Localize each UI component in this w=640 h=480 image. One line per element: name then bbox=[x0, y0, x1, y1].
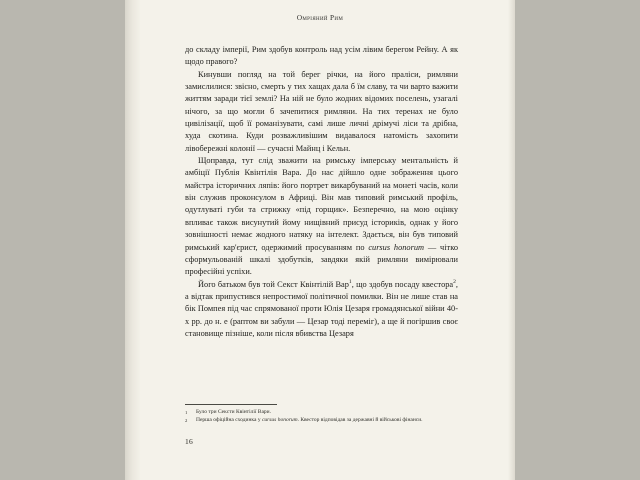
footnote-text: Перша офіційна сходинка у cursus honorum. Квестор відповідав за державні й військові фінанси. bbox=[196, 417, 423, 424]
page-gutter-shadow bbox=[125, 0, 141, 480]
page-number: 16 bbox=[185, 437, 193, 446]
running-head: Омріяний Рим bbox=[296, 14, 344, 22]
paragraph-1: до складу імперії, Рим здобув контроль над усім лівим берегом Рейну. А як щодо правого? bbox=[185, 45, 458, 67]
page-right-edge-shadow bbox=[508, 0, 515, 480]
paragraph-2: Кинувши погляд на той берег річки, на його праліси, римляни замислилися: звісно, смерть у тих хащах дала б їм славу, та чи варто важити життям заради тієї землі? На ній не було жодних відомих поселень, узагалі нічого, за що могли б зачепитися римляни. На тих теренах не було цивілізації, щоб її романізувати, самі лише личні дрімучі ліси та дрібна, худа скотина. Куди розважливішим видавалося натомість захопити лівобережні колонії — сучасні Майнц і Кельн. bbox=[185, 69, 458, 153]
book-page bbox=[125, 0, 515, 480]
footnote-marker: 2 bbox=[185, 418, 188, 424]
footnote-area bbox=[185, 404, 458, 426]
footnote-reference[interactable]: 1 bbox=[348, 278, 352, 285]
latin-term: cursus honorum bbox=[261, 417, 298, 424]
footnote-text: Було три Секcти Квінтілії Вари. bbox=[196, 409, 271, 415]
footnote-marker: 1 bbox=[185, 410, 188, 415]
footnote-item bbox=[185, 417, 458, 424]
footnote-separator-rule bbox=[185, 404, 277, 405]
footnote-reference[interactable]: 2 bbox=[453, 278, 456, 285]
body-text-block bbox=[185, 44, 458, 340]
footnote-item bbox=[185, 409, 458, 416]
latin-term: cursus honorum bbox=[368, 242, 425, 252]
paragraph-4: Його батьком був той Секст Квінтілій Вар$^1$, що здобув посаду квестора$^2$, а відтак припустився непростимої політичної помилки. Він не лише став на бік Помпея під час спрямованої проти Юлія Цезаря громадянської війни 40-х рр. до н. е (раптом ви забули — Цезар тоді переміг), а ще й погіршив своє становище пізніше, коли після вбивства Цезаря bbox=[185, 278, 459, 338]
paragraph-3: Щоправда, тут слід зважити на римську імперську ментальність й амбіції Публія Квінтілія Вара. До нас дійшло одне зображення цього майстра історичних ляпів: його портрет викарбуваний на монеті часів, коли він служив проконсулом в Африці. Він мав типовий римський профіль, одутлуваті губи та стрижку «під горщик». Безперечно, на мою оцінку впливає також висунутий йому нищівний присуд істориків, однак у його зовнішності немає жодного натяку на інтелект. Здається, він був типовий римський кар'єрист, одержимий просуванням по cursus honorum — чітко сформульованій шкалі здобутків, завдяки якій римляни вимірювали професійні успіхи. bbox=[185, 156, 458, 277]
